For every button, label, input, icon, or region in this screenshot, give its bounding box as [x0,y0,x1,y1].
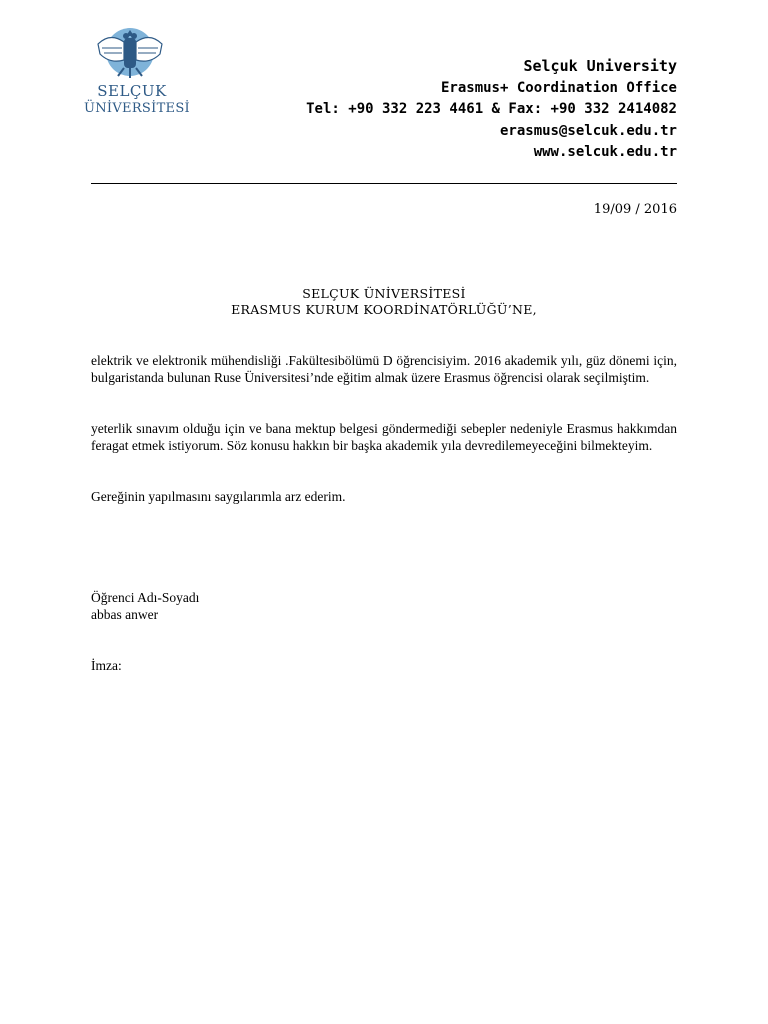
recipient-line-1: SELÇUK ÜNİVERSİTESİ [302,286,466,301]
website-url: www.selcuk.edu.tr [533,144,677,160]
body-paragraph-3: Gereğinin yapılmasını saygılarımla arz ederim. [91,489,346,504]
letter-date: 19/09 / 2016 [593,202,677,217]
letterhead [306,56,677,164]
body-paragraph-1: elektrik ve elektronik mühendisliği .Fakültesibölümü D öğrencisiyim. 2016 akademik yılı, güz dönemi için, bulgaristanda bulunan Ruse Üniversitesi’nde eğitim almak üzere Erasmus öğrencisi olarak seçilmiştim. [91,353,677,385]
email-address: erasmus@selcuk.edu.tr [499,122,677,139]
logo-wordmark [84,82,190,118]
letter-recipient [91,286,677,318]
eagle-emblem-icon [88,24,172,84]
body-paragraph-2: yeterlik sınavım olduğu için ve bana mektup belgesi göndermediği sebepler nedeniyle Erasmus hakkımdan feragat etmek istiyorum. Söz konusu hakkın bir başka akademik yıla devredilemeyeceğini bilmekteyim. [91,421,677,453]
office-name: Erasmus+ Coordination Office [440,79,677,96]
university-logo [80,22,190,122]
phone-fax: Tel: +90 332 223 4461 & Fax: +90 332 2414082 [306,101,677,117]
logo-line-2: ÜNİVERSİTESİ [84,101,190,116]
recipient-line-2: ERASMUS KURUM KOORDİNATÖRLÜĞÜ’NE, [231,302,537,317]
student-name-label: Öğrenci Adı-Soyadı [91,590,200,605]
university-name: Selçuk University [523,57,677,75]
header-divider [91,183,677,184]
student-name-value: abbas anwer [91,607,159,622]
logo-line-1: SELÇUK [97,82,167,100]
signature-label: İmza: [91,658,122,673]
